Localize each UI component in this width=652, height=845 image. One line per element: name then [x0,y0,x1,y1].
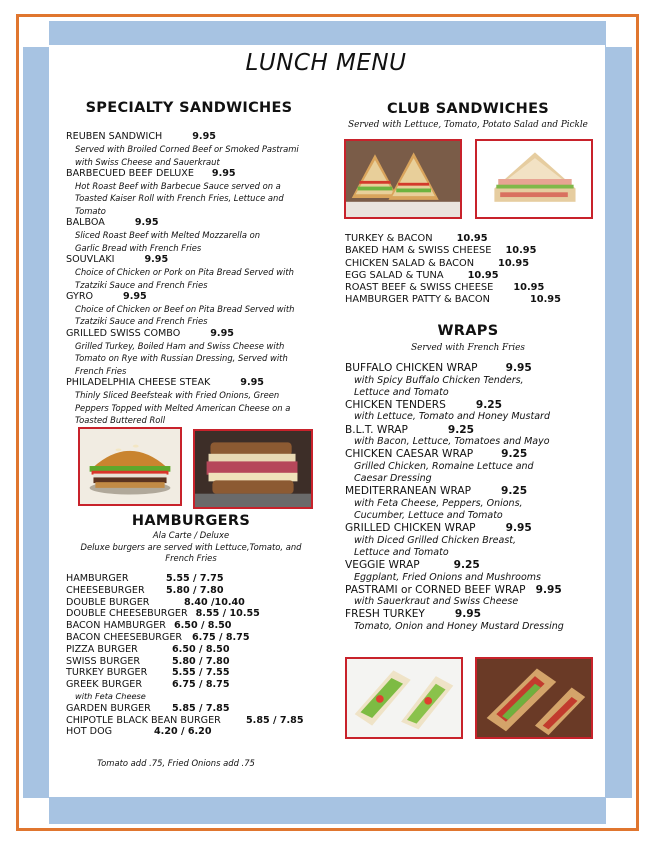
menu-item-price: 10.95 [529,294,561,306]
menu-item-price: 9.95 [535,583,562,596]
menu-item-description: Lettuce and Tomato [354,546,449,558]
menu-item [66,726,326,738]
hamburgers-subtitle-2: Deluxe burgers are served with Lettuce,Tomato, and [80,542,302,552]
menu-item [66,168,326,180]
menu-item-name: TURKEY BURGER [66,667,148,679]
grilled-wrap-photo [475,657,593,739]
menu-item-name: CHICKEN TENDERS [345,398,446,411]
veggie-wrap-photo [345,657,463,739]
specialty-section-title: SPECIALTY SANDWICHES [85,100,293,116]
menu-item-description: Eggplant, Fried Onions and Mushrooms [354,571,541,583]
menu-item-name: PHILADELPHIA CHEESE STEAK [66,376,211,388]
menu-item-description: Choice of Chicken or Pork on Pita Bread Served with [75,267,294,278]
menu-item-price: 9.95 [505,362,532,374]
menu-item [66,703,326,715]
menu-item [66,679,326,691]
menu-item-description: Toasted Buttered Roll [75,414,166,425]
menu-item-name: B.L.T. WRAP [345,423,408,436]
menu-item [345,362,605,375]
menu-item-description: Cucumber, Lettuce and Tomato [354,509,503,521]
corner-notch [606,21,632,47]
menu-item-price: 5.80 / 7.80 [172,655,230,667]
menu-item-name: ROAST BEEF & SWISS CHEESE [345,282,494,294]
corner-notch [23,21,49,47]
menu-item-name: GYRO [66,290,94,302]
menu-item-price: 6.75 / 8.75 [192,631,250,643]
menu-item-price: 5.55 / 7.55 [172,667,230,679]
menu-item-description: Tomato, Onion and Honey Mustard Dressing [354,620,564,632]
menu-item-name: BALBOA [66,217,105,229]
menu-item-name: SWISS BURGER [66,655,141,667]
menu-item [345,399,605,412]
menu-item-price: 10.95 [467,269,499,281]
menu-item-price: 5.85 / 7.85 [246,714,304,726]
menu-item [66,585,326,597]
burger-photo [78,427,182,506]
menu-item [66,291,326,303]
menu-title: LUNCH MENU [245,50,407,76]
menu-item-price: 9.95 [134,217,159,229]
menu-item-description: Tomato on Rye with Russian Dressing, Served with [75,353,288,364]
menu-item-name: BUFFALO CHICKEN WRAP [345,362,478,374]
menu-item-price: 9.25 [447,423,475,436]
menu-item [66,644,326,656]
menu-item-name: SOUVLAKI [66,253,115,265]
menu-item-price: 9.25 [501,448,528,461]
menu-item-description: Lettuce and Tomato [354,386,449,398]
menu-item [66,608,326,620]
menu-item-name: HAMBURGER [66,573,129,584]
menu-item [66,254,326,266]
menu-item-description: Hot Roast Beef with Barbecue Sauce served on a [75,181,281,192]
menu-item-name: DOUBLE CHEESEBURGER [66,608,188,620]
menu-item-price: 9.25 [453,559,480,572]
hamburgers-section-title: HAMBURGERS [131,513,251,529]
menu-item-name: PIZZA BURGER [66,643,138,655]
menu-item-description: Tzatziki Sauce and French Fries [75,316,208,327]
menu-item-price: 4.20 / 6.20 [154,726,212,738]
menu-item [66,667,326,679]
menu-item-description: with Spicy Buffalo Chicken Tenders, [354,374,524,386]
wraps-subtitle: Served with French Fries [411,343,525,353]
wraps-section-title: WRAPS [437,323,499,339]
menu-item-price: 9.95 [192,131,216,142]
hamburger-footnote: Tomato add .75, Fried Onions add .75 [97,758,255,768]
menu-item-price: 9.95 [211,167,236,179]
menu-item-name: HOT DOG [66,726,113,738]
menu-item [345,233,595,245]
club-section-title: CLUB SANDWICHES [386,101,550,117]
menu-item-name: REUBEN SANDWICH [66,131,163,142]
menu-item-description: with Sauerkraut and Swiss Cheese [354,596,519,608]
menu-item [66,632,326,644]
corner-notch [606,798,632,824]
menu-item-price: 9.25 [475,398,502,411]
club-sandwich-photo [344,139,462,219]
menu-item [345,282,595,294]
menu-item-name: VEGGIE WRAP [345,559,420,572]
menu-item [66,131,326,143]
reuben-photo [193,429,313,509]
menu-item-description: with Diced Grilled Chicken Breast, [354,534,517,546]
menu-item [66,620,326,632]
menu-item-price: 10.95 [498,257,530,269]
specialty-item-list [66,131,326,426]
menu-item-description: Caesar Dressing [354,473,432,485]
menu-item [345,448,605,461]
menu-item [345,584,605,597]
menu-item-price: 9.95 [240,376,264,388]
menu-item [66,217,326,229]
menu-item [66,597,326,609]
menu-item-name: BACON CHEESEBURGER [66,631,183,643]
menu-item-name: FRESH TURKEY [345,608,425,621]
menu-item-description: Tomato [75,205,106,216]
menu-item-description: Served with Broiled Corned Beef or Smoked Pastrami [75,144,299,155]
menu-item [345,424,605,437]
menu-item [66,656,326,668]
menu-item-price: 9.95 [123,290,147,302]
menu-item-name: CHIPOTLE BLACK BEAN BURGER [66,714,221,726]
menu-item [345,485,605,498]
hamburgers-subtitle-1: Ala Carte / Deluxe [152,530,230,540]
menu-item-name: TURKEY & BACON [345,233,433,244]
menu-item-description: Grilled Turkey, Boiled Ham and Swiss Cheese with [75,341,285,352]
menu-item-description: with Bacon, Lettuce, Tomatoes and Mayo [354,436,550,448]
menu-item-description: with Feta Cheese, Peppers, Onions, [354,497,523,509]
menu-item [66,715,326,727]
hamburgers-subtitle-3: French Fries [165,553,217,563]
menu-item-name: CHEESEBURGER [66,584,145,596]
menu-item-name: HAMBURGER PATTY & BACON [345,294,490,306]
menu-item-price: 6.75 / 8.75 [172,679,230,691]
menu-item-price: 5.85 / 7.85 [172,702,230,714]
menu-item-price: 9.95 [144,253,169,265]
menu-item [66,328,326,340]
menu-item-description: Tzatziki Sauce and French Fries [75,279,208,290]
menu-item-name: BARBECUED BEEF DELUXE [66,167,194,179]
menu-item-name: CHICKEN CAESAR WRAP [345,448,474,461]
menu-item-name: DOUBLE BURGER [66,596,150,608]
menu-item-name: BAKED HAM & SWISS CHEESE [345,245,492,257]
menu-item-description: with Swiss Cheese and Sauerkraut [75,156,220,167]
menu-item-price: 10.95 [513,282,545,294]
menu-item-description: Grilled Chicken, Romaine Lettuce and [354,460,534,472]
menu-item [345,245,595,257]
menu-item-description: Garlic Bread with French Fries [75,242,202,253]
menu-item [345,522,605,535]
menu-item [345,258,595,270]
menu-item-name: GRILLED SWISS COMBO [66,327,181,339]
menu-item-name: MEDITERRANEAN WRAP [345,485,472,498]
menu-item-price: 5.55 / 7.75 [166,573,224,584]
menu-item-name: CHICKEN SALAD & BACON [345,257,475,269]
menu-item-description: Choice of Chicken or Beef on Pita Bread Served with [75,304,295,315]
menu-item-description: Sliced Roast Beef with Melted Mozzarella on [75,230,261,241]
menu-item-name: GREEK BURGER [66,679,142,691]
menu-item-name: GRILLED CHICKEN WRAP [345,522,476,535]
menu-item-description: with Lettuce, Tomato and Honey Mustard [354,411,550,423]
menu-item-description: French Fries [75,365,127,376]
menu-item-price: 9.95 [505,522,532,535]
menu-item-price: 9.95 [210,327,234,339]
club-item-list [345,233,595,307]
menu-item-price: 8.40 /10.40 [184,596,245,608]
menu-item-price: 9.95 [454,608,482,621]
menu-item-name: GARDEN BURGER [66,702,151,714]
menu-item-price: 8.55 / 10.55 [195,608,260,620]
corner-notch [23,798,49,824]
menu-item [345,608,605,621]
menu-item [66,573,326,585]
menu-item-price: 9.25 [501,485,528,498]
menu-item-description: Peppers Topped with Melted American Cheese on a [75,402,291,413]
menu-item [345,559,605,572]
menu-item [66,377,326,389]
menu-item-price: 10.95 [505,245,537,257]
menu-item-description: with Feta Cheese [75,690,146,701]
menu-item-description: Thinly Sliced Beefsteak with Fried Onions, Green [75,390,280,401]
menu-item-name: BACON HAMBURGER [66,620,166,632]
menu-item-price: 10.95 [456,233,488,244]
menu-item-description: Toasted Kaiser Roll with French Fries, Lettuce and [75,193,284,204]
menu-item [345,294,595,306]
menu-item-price: 6.50 / 8.50 [173,620,232,632]
menu-item-name: PASTRAMI or CORNED BEEF WRAP [345,583,526,596]
hamburger-item-list [66,573,326,738]
menu-item-price: 6.50 / 8.50 [172,643,230,655]
menu-item-price: 5.80 / 7.80 [166,584,224,596]
wrap-item-list [345,362,605,633]
menu-item-name: EGG SALAD & TUNA [345,269,444,281]
turkey-club-photo [475,139,593,219]
menu-item [345,270,595,282]
club-subtitle: Served with Lettuce, Tomato, Potato Salad and Pickle [348,120,588,130]
